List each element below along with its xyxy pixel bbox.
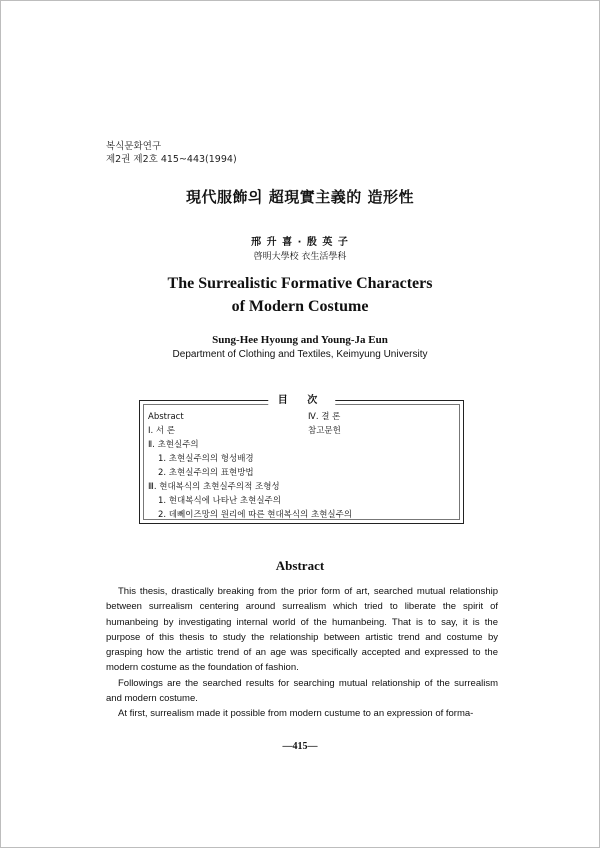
page-number: —415— xyxy=(282,741,318,752)
abstract-paragraph: Followings are the searched results for searching mutual relationship of the surrealism and modern costume. xyxy=(106,677,498,705)
affiliation-korean: 啓明大學校 衣生活學科 xyxy=(253,252,347,262)
toc-title: 目 次 xyxy=(268,394,335,407)
title-english-line1: The Surrealistic Formative Characters xyxy=(167,275,433,292)
toc-item: Ⅱ. 초현실주의 xyxy=(148,440,199,450)
toc-item: Ⅰ. 서 론 xyxy=(148,426,176,436)
toc-right-column xyxy=(308,410,341,438)
authors-korean: 邢 升 喜 · 殷 英 子 xyxy=(251,237,349,248)
abstract-paragraph: This thesis, drastically breaking from the prior form of art, searched mutual relationship between surrealism centering around surrealism which tried to liberate the spirit of humanbeing by investigating internal world of the humanbeing. That is to say, it is the purpose of this thesis to study the relationship between artistic trend and costume by grasping how the artistic trend of an age was specifically accepted and expressed to the modern costume as the foundation of fashion. xyxy=(106,586,498,674)
abstract-body xyxy=(106,584,498,722)
table-of-contents xyxy=(139,395,464,524)
toc-item: 2. 데뻬이즈망의 원리에 따른 현대복식의 초현실주의 xyxy=(158,510,353,520)
title-english-line2: of Modern Costume xyxy=(231,298,369,315)
toc-item: Ⅳ. 결 론 xyxy=(308,412,341,422)
toc-item: Ⅲ. 현대복식의 초현실주의적 조형성 xyxy=(148,482,280,492)
abstract-paragraph: At first, surrealism made it possible from modern custume to an expression of forma- xyxy=(118,708,474,720)
affiliation-english: Department of Clothing and Textiles, Keimyung University xyxy=(172,349,428,360)
title-korean: 現代服飾의 超現實主義的 造形性 xyxy=(186,188,414,206)
journal-issue: 제2권 제2호 415~443(1994) xyxy=(106,154,237,165)
toc-item: Abstract xyxy=(148,412,184,422)
toc-item: 1. 현대복식에 나타난 초현실주의 xyxy=(158,496,281,506)
toc-item: 2. 초현실주의의 표현방법 xyxy=(158,468,254,478)
title-english xyxy=(0,272,600,318)
toc-item: 참고문헌 xyxy=(308,426,341,436)
journal-info xyxy=(106,140,237,166)
journal-name: 복식문화연구 xyxy=(106,141,162,152)
authors-english: Sung-Hee Hyoung and Young-Ja Eun xyxy=(212,334,388,346)
toc-item: 1. 초현실주의의 형성배경 xyxy=(158,454,254,464)
abstract-heading: Abstract xyxy=(275,558,325,573)
